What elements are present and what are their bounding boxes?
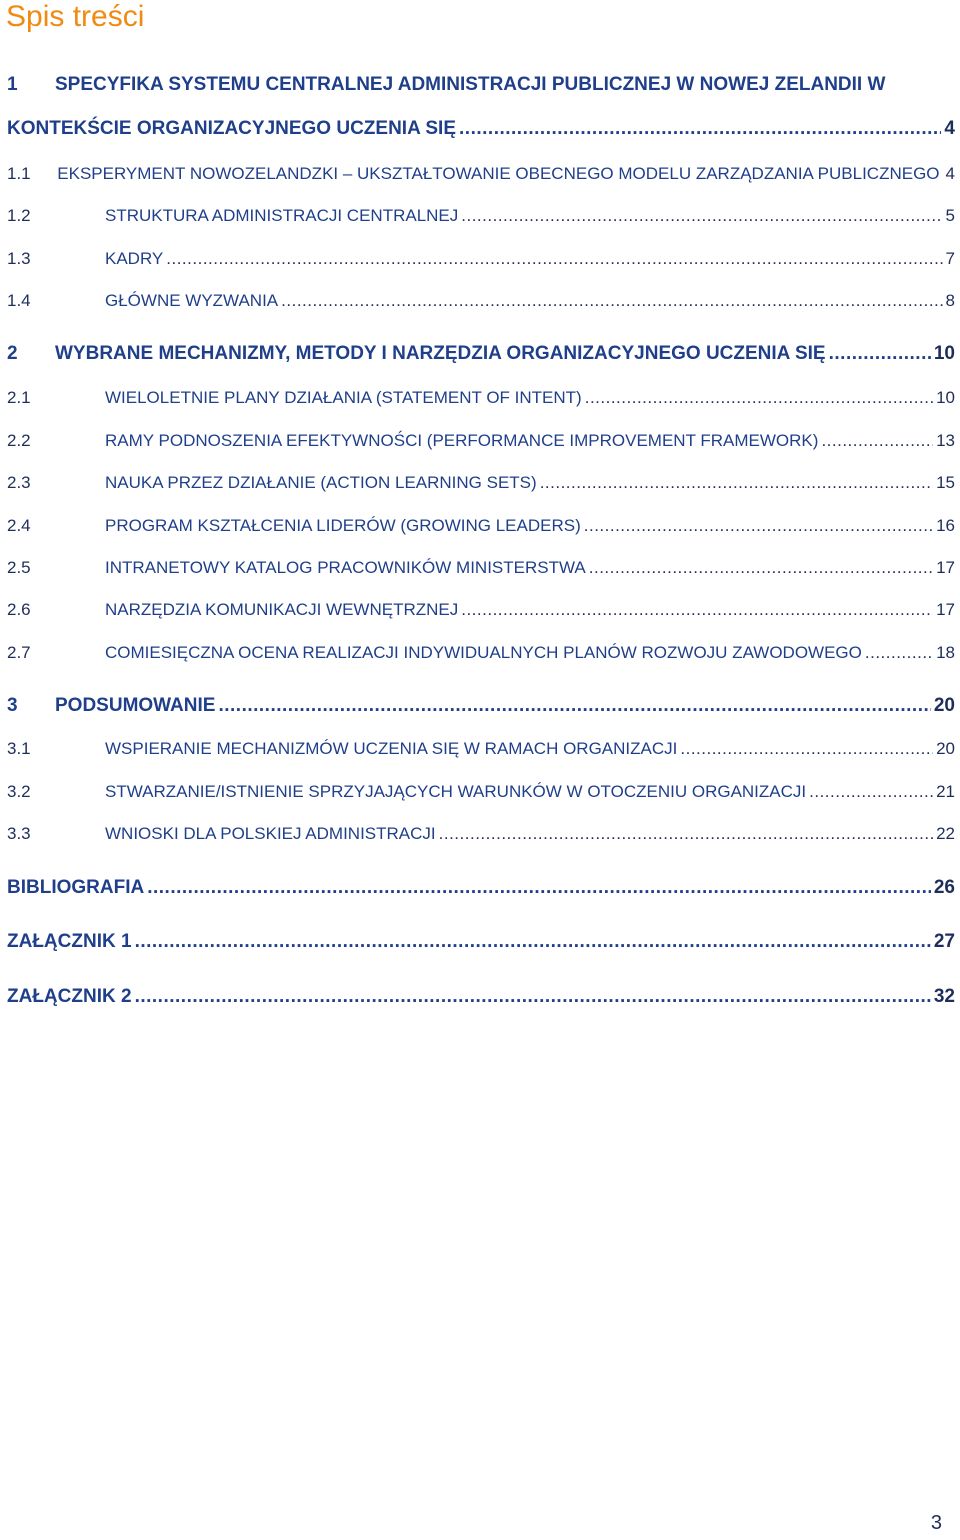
toc-entry-3-2[interactable] <box>0 782 955 802</box>
toc-entry-2-1[interactable] <box>0 388 955 408</box>
toc-leader-dots <box>281 291 942 311</box>
toc-page-number: 10 <box>933 343 955 364</box>
toc-leader-dots <box>166 249 942 269</box>
toc-entry-text: WYBRANE MECHANIZMY, METODY I NARZĘDZIA ORGANIZACYJNEGO UCZENIA SIĘ <box>55 343 826 364</box>
toc-entry-text: WIELOLETNIE PLANY DZIAŁANIA (STATEMENT OF INTENT) <box>105 388 582 407</box>
toc-leader-dots <box>135 931 931 953</box>
toc-entry-2-2[interactable] <box>0 431 955 451</box>
toc-entry-number: 3.2 <box>7 782 31 801</box>
toc-entry-1[interactable] <box>0 118 955 140</box>
toc-entry-text: INTRANETOWY KATALOG PRACOWNIKÓW MINISTERSTWA <box>105 558 586 577</box>
toc-leader-dots <box>461 206 942 226</box>
toc-entry-text: EKSPERYMENT NOWOZELANDZKI – UKSZTAŁTOWANIE OBECNEGO MODELU ZARZĄDZANIA PUBLICZNEGO <box>57 164 940 183</box>
toc-entry-number: 2.1 <box>7 388 31 407</box>
toc-entry-1-2[interactable] <box>0 206 955 226</box>
toc-page-number: 7 <box>945 249 955 268</box>
toc-page-number: 4 <box>944 118 955 139</box>
toc-entry-number: 1.1 <box>7 164 31 183</box>
toc-entry-1-4[interactable] <box>0 291 955 311</box>
toc-leader-dots <box>461 600 933 620</box>
toc-leader-dots <box>829 343 931 365</box>
toc-page-number: 18 <box>936 643 955 662</box>
toc-entry-text: SPECYFIKA SYSTEMU CENTRALNEJ ADMINISTRACJI PUBLICZNEJ W NOWEJ ZELANDII W <box>55 74 886 95</box>
toc-entry-text: BIBLIOGRAFIA <box>7 877 145 898</box>
toc-page-number: 32 <box>933 986 955 1007</box>
toc-leader-dots <box>540 473 933 493</box>
toc-leader-dots <box>585 388 933 408</box>
page-title: Spis treści <box>6 0 145 33</box>
toc-entry-text: ZAŁĄCZNIK 2 <box>7 986 132 1007</box>
toc-page-number: 27 <box>933 931 955 952</box>
toc-entry-text: ZAŁĄCZNIK 1 <box>7 931 132 952</box>
toc-entry-zalacznik-2[interactable] <box>0 986 955 1008</box>
toc-page-number: 4 <box>945 164 955 183</box>
toc-entry-text: WSPIERANIE MECHANIZMÓW UCZENIA SIĘ W RAMACH ORGANIZACJI <box>105 739 678 758</box>
toc-entry-number: 1.3 <box>7 249 31 268</box>
toc-entry-text: NARZĘDZIA KOMUNIKACJI WEWNĘTRZNEJ <box>105 600 459 619</box>
page-number: 3 <box>930 1512 942 1534</box>
toc-leader-dots <box>821 431 933 451</box>
toc-entry-text: RAMY PODNOSZENIA EFEKTYWNOŚCI (PERFORMANCE IMPROVEMENT FRAMEWORK) <box>105 431 819 450</box>
toc-entry-2-5[interactable] <box>0 558 955 578</box>
toc-entry-text: COMIESIĘCZNA OCENA REALIZACJI INDYWIDUALNYCH PLANÓW ROZWOJU ZAWODOWEGO <box>105 643 862 662</box>
toc-leader-dots <box>865 643 933 663</box>
toc-leader-dots <box>680 739 933 759</box>
toc-entry-number: 2.2 <box>7 431 31 450</box>
toc-page-number: 8 <box>945 291 955 310</box>
toc-entry-3-3[interactable] <box>0 824 955 844</box>
toc-page-number: 10 <box>936 388 955 407</box>
toc-page-number: 16 <box>936 516 955 535</box>
toc-entry-2-3[interactable] <box>0 473 955 493</box>
toc-entry-number: 2.4 <box>7 516 31 535</box>
toc-entry-bibliografia[interactable] <box>0 877 955 899</box>
toc-entry-number: 2.6 <box>7 600 31 619</box>
toc-page-number: 26 <box>933 877 955 898</box>
toc-entry-text: KADRY <box>105 249 164 268</box>
toc-entry-2-7[interactable] <box>0 643 955 663</box>
toc-entry-1-1[interactable] <box>0 164 955 184</box>
toc-entry-3[interactable] <box>0 695 955 717</box>
toc-entry-2[interactable] <box>0 343 955 365</box>
toc-entry-1-line1 <box>7 74 885 96</box>
toc-entry-number: 1.2 <box>7 206 31 225</box>
toc-page-number: 17 <box>936 558 955 577</box>
toc-leader-dots <box>459 118 941 140</box>
toc-page-number: 13 <box>936 431 955 450</box>
toc-leader-dots <box>809 782 933 802</box>
toc-entry-number: 2.3 <box>7 473 31 492</box>
toc-entry-text: KONTEKŚCIE ORGANIZACYJNEGO UCZENIA SIĘ <box>7 118 457 139</box>
toc-entry-number: 3 <box>7 695 18 716</box>
toc-leader-dots <box>439 824 933 844</box>
toc-entry-text: PROGRAM KSZTAŁCENIA LIDERÓW (GROWING LEADERS) <box>105 516 581 535</box>
toc-entry-text: PODSUMOWANIE <box>55 695 216 716</box>
toc-leader-dots <box>218 695 930 717</box>
toc-entry-text: NAUKA PRZEZ DZIAŁANIE (ACTION LEARNING SETS) <box>105 473 537 492</box>
toc-page-number: 21 <box>936 782 955 801</box>
toc-leader-dots <box>584 516 933 536</box>
toc-entry-number: 1 <box>7 74 18 95</box>
toc-entry-number: 3.3 <box>7 824 31 843</box>
toc-entry-number: 2 <box>7 343 18 364</box>
toc-entry-text: GŁÓWNE WYZWANIA <box>105 291 279 310</box>
toc-page-number: 5 <box>945 206 955 225</box>
toc-leader-dots <box>147 877 931 899</box>
toc-entry-number: 2.7 <box>7 643 31 662</box>
toc-entry-zalacznik-1[interactable] <box>0 931 955 953</box>
toc-entry-number: 3.1 <box>7 739 31 758</box>
toc-page-number: 15 <box>936 473 955 492</box>
toc-entry-number: 1.4 <box>7 291 31 310</box>
toc-page-number: 20 <box>936 739 955 758</box>
toc-entry-text: STWARZANIE/ISTNIENIE SPRZYJAJĄCYCH WARUNKÓW W OTOCZENIU ORGANIZACJI <box>105 782 807 801</box>
toc-entry-text: WNIOSKI DLA POLSKIEJ ADMINISTRACJI <box>105 824 436 843</box>
toc-page-number: 22 <box>936 824 955 843</box>
toc-entry-2-4[interactable] <box>0 516 955 536</box>
toc-leader-dots <box>135 986 931 1008</box>
toc-leader-dots <box>589 558 933 578</box>
toc-entry-2-6[interactable] <box>0 600 955 620</box>
toc-entry-1-3[interactable] <box>0 249 955 269</box>
toc-entry-number: 2.5 <box>7 558 31 577</box>
toc-page-number: 20 <box>933 695 955 716</box>
toc-page-number: 17 <box>936 600 955 619</box>
toc-entry-3-1[interactable] <box>0 739 955 759</box>
toc-entry-text: STRUKTURA ADMINISTRACJI CENTRALNEJ <box>105 206 459 225</box>
